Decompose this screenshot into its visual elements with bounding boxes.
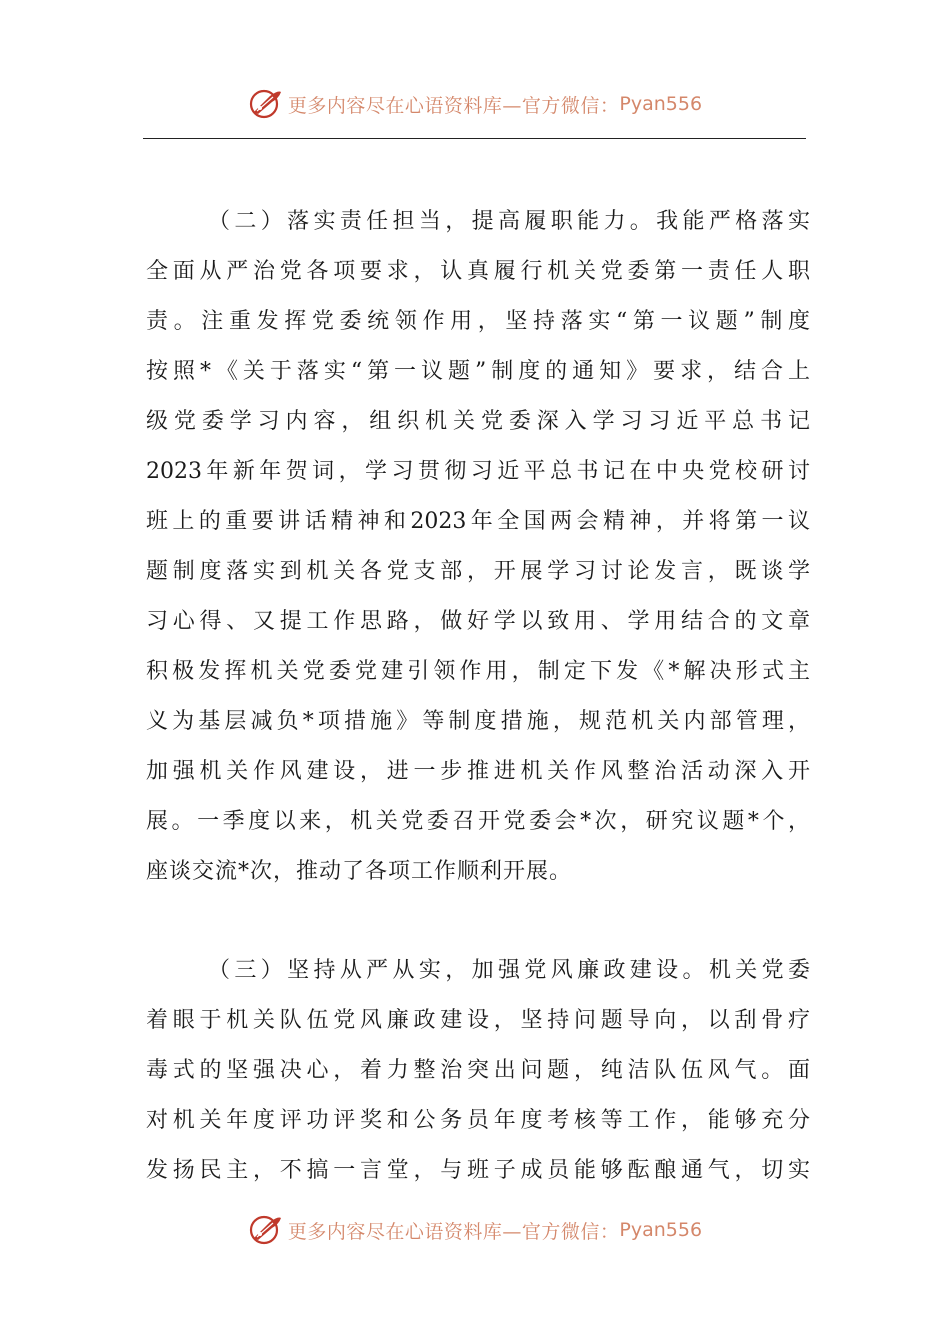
footer-watermark [0, 1210, 950, 1250]
text-line: 着眼于机关队伍党风廉政建设，坚持问题导向，以刮骨疗 [146, 1008, 810, 1033]
text-line: 级党委学习内容，组织机关党委深入学习习近平总书记 [146, 409, 810, 434]
text-line: 2023年新年贺词，学习贯彻习近平总书记在中央党校研讨 [146, 459, 810, 484]
text-line: （二）落实责任担当，提高履职能力。我能严格落实 [208, 209, 810, 234]
watermark-text: 更多内容尽在心语资料库—官方微信： [287, 94, 620, 117]
text-line: 题制度落实到机关各党支部，开展学习讨论发言，既谈学 [146, 559, 810, 584]
quill-pen-circle-icon [248, 86, 284, 122]
text-line: 班上的重要讲话精神和2023年全国两会精神，并将第一议 [146, 509, 810, 534]
text-line: 加强机关作风建设，进一步推进机关作风整治活动深入开 [146, 759, 810, 784]
text-line: （三）坚持从严从实，加强党风廉政建设。机关党委 [208, 958, 810, 983]
section-2-paragraph [146, 197, 810, 897]
text-line: 习心得、又提工作思路，做好学以致用、学用结合的文章 [146, 609, 810, 634]
watermark-wechat-id: Pyan556 [619, 1219, 703, 1241]
header-watermark [0, 84, 950, 124]
text-line: 按照*《关于落实“第一议题”制度的通知》要求，结合上 [146, 359, 810, 384]
text-line: 毒式的坚强决心，着力整治突出问题，纯洁队伍风气。面 [146, 1058, 810, 1083]
text-line: 对机关年度评功评奖和公务员年度考核等工作，能够充分 [146, 1108, 810, 1133]
quill-pen-circle-icon [248, 1212, 284, 1248]
text-line: 展。一季度以来，机关党委召开党委会*次，研究议题*个， [146, 809, 810, 834]
text-line: 责。注重发挥党委统领作用，坚持落实“第一议题”制度 [146, 309, 810, 334]
text-line: 全面从严治党各项要求，认真履行机关党委第一责任人职 [146, 259, 810, 284]
text-line: 发扬民主，不搞一言堂，与班子成员能够酝酿通气，切实 [146, 1158, 810, 1183]
text-line: 义为基层减负*项措施》等制度措施，规范机关内部管理， [146, 709, 810, 734]
text-line: 积极发挥机关党委党建引领作用，制定下发《*解决形式主 [146, 659, 810, 684]
text-line: 座谈交流*次，推动了各项工作顺利开展。 [146, 859, 573, 884]
watermark-wechat-id: Pyan556 [619, 93, 703, 115]
watermark-text: 更多内容尽在心语资料库—官方微信： [287, 1220, 620, 1243]
section-3-paragraph [146, 946, 810, 1196]
header-divider [143, 138, 806, 139]
